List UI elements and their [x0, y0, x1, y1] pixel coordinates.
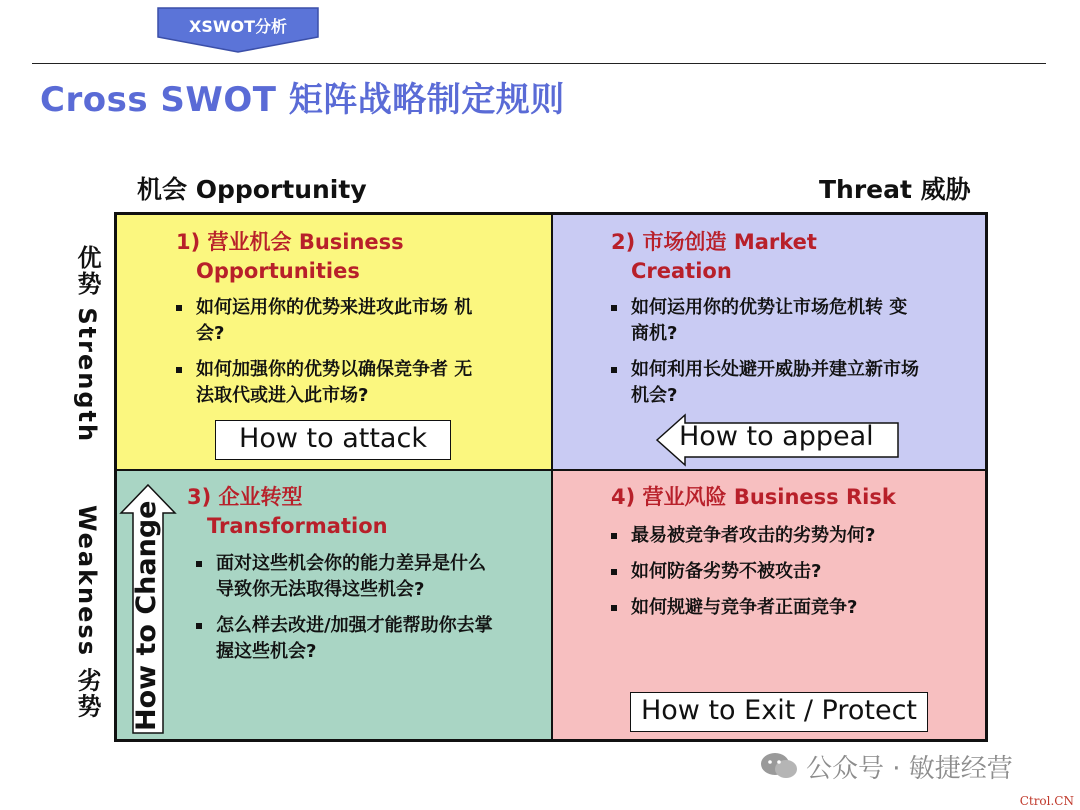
- watermark: [760, 748, 1013, 788]
- quadrant-title-line2: Creation: [631, 259, 732, 283]
- chat-bubble-icon: [760, 751, 798, 788]
- page-title: Cross SWOT 矩阵战略制定规则: [40, 80, 565, 120]
- credit-text: Ctrol.CN: [1019, 794, 1074, 808]
- row-header-strength: 优势 Strength: [73, 245, 101, 444]
- quadrant-title-line1: 1) 营业机会 Business: [176, 230, 404, 254]
- list-item: 如何利用长处避开威胁并建立新市场机会?: [611, 357, 921, 409]
- quadrant-points: [611, 523, 941, 631]
- list-item: 如何运用你的优势来进攻此市场 机会?: [176, 295, 476, 347]
- quadrant-title: [611, 228, 817, 286]
- quadrant-title-line1: 4) 营业风险 Business Risk: [611, 485, 896, 509]
- row-header-weakness: Weakness 劣势: [73, 505, 101, 720]
- quadrant-title: [611, 483, 896, 512]
- quadrant-title-line2: Opportunities: [196, 259, 360, 283]
- quadrant-business-opportunities: [117, 215, 553, 471]
- action-label-attack: How to attack: [215, 420, 451, 460]
- quadrant-title-line2: Transformation: [207, 514, 388, 538]
- action-arrow-change: [119, 483, 177, 735]
- quadrant-title-line1: 2) 市场创造 Market: [611, 230, 817, 254]
- action-label-change: How to Change: [131, 500, 162, 731]
- quadrant-title-line1: 3) 企业转型: [187, 485, 303, 509]
- action-arrow-appeal: [655, 413, 900, 467]
- swot-matrix: [114, 212, 988, 742]
- list-item: 如何防备劣势不被攻击?: [611, 559, 941, 585]
- quadrant-points: [196, 551, 496, 675]
- list-item: 如何规避与竞争者正面竞争?: [611, 595, 941, 621]
- list-item: 如何运用你的优势让市场危机转 变商机?: [611, 295, 921, 347]
- action-label-appeal: How to appeal: [679, 421, 874, 452]
- header-divider: [32, 63, 1046, 64]
- list-item: 如何加强你的优势以确保竞争者 无法取代或进入此市场?: [176, 357, 476, 409]
- section-tag-label: XSWOT分析: [188, 17, 288, 36]
- quadrant-title: [187, 483, 388, 541]
- watermark-text: 公众号 · 敏捷经营: [806, 754, 1013, 784]
- action-label-exit-protect: How to Exit / Protect: [630, 692, 928, 732]
- quadrant-business-risk: [553, 471, 985, 739]
- column-header-threat: Threat 威胁: [819, 175, 971, 204]
- quadrant-transformation: [117, 471, 553, 739]
- list-item: 面对这些机会你的能力差异是什么导致你无法取得这些机会?: [196, 551, 496, 603]
- column-header-opportunity: 机会 Opportunity: [137, 175, 367, 204]
- section-tag: [157, 7, 319, 53]
- quadrant-points: [176, 295, 476, 419]
- quadrant-title: [176, 228, 404, 286]
- list-item: 最易被竞争者攻击的劣势为何?: [611, 523, 941, 549]
- list-item: 怎么样去改进/加强才能帮助你去掌握这些机会?: [196, 613, 496, 665]
- quadrant-market-creation: [553, 215, 985, 471]
- quadrant-points: [611, 295, 921, 419]
